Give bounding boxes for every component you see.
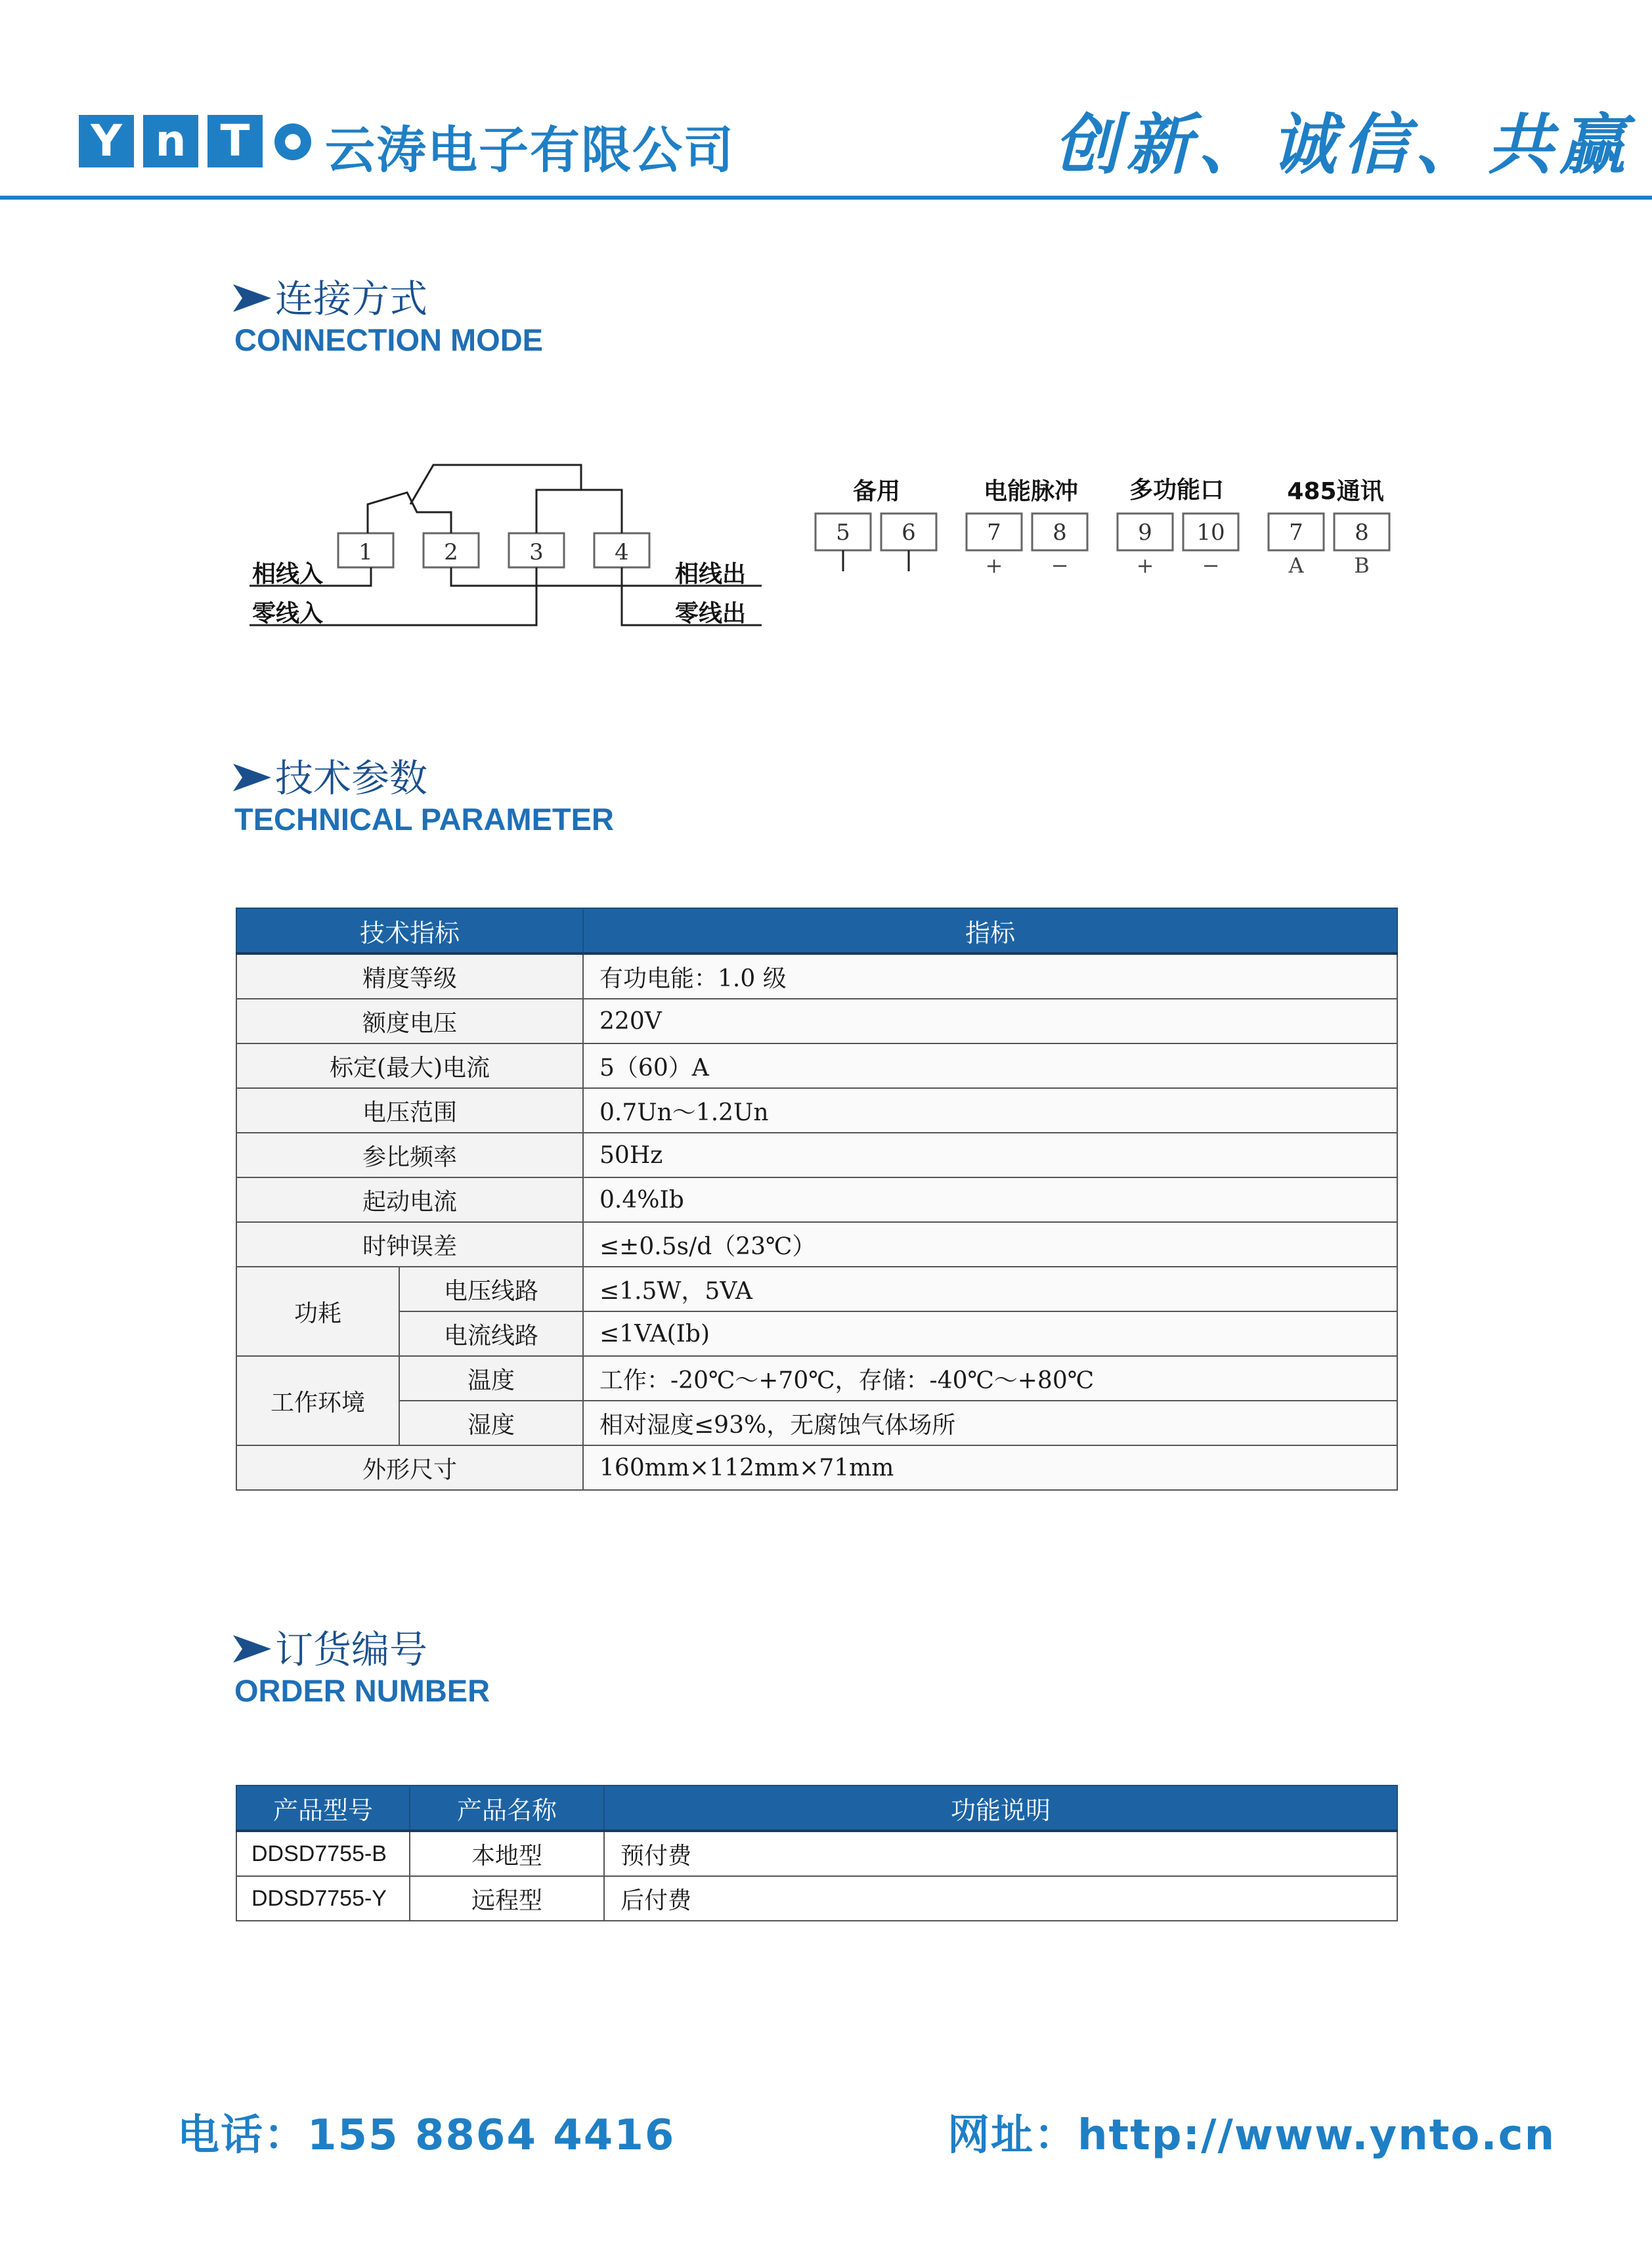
param-value: 5（60）A [583, 1043, 1397, 1088]
param-value: 220V [583, 999, 1397, 1043]
aux-mark-multi-plus: + [1136, 553, 1154, 578]
order-product-name: 远程型 [410, 1876, 604, 1921]
param-value: ≤1VA(Ib) [583, 1311, 1397, 1356]
logo-o-icon [274, 123, 311, 160]
table-row [236, 999, 1397, 1043]
order-title-en: ORDER NUMBER [234, 1673, 490, 1708]
param-value: 相对湿度≤93%，无腐蚀气体场所 [583, 1401, 1397, 1445]
order-model: DDSD7755-Y [236, 1876, 410, 1921]
neutral-in-label: 零线入 [252, 600, 324, 627]
table-row [236, 1445, 1397, 1490]
param-name: 外形尺寸 [236, 1445, 583, 1490]
table-row [236, 1088, 1397, 1133]
table-row [236, 1133, 1397, 1177]
aux-label-multifunction: 多功能口 [1129, 477, 1225, 504]
footer-phone: 电话：155 8864 4416 [177, 2111, 676, 2160]
table-row [236, 1401, 1397, 1445]
arrow-icon [233, 761, 271, 794]
table-row [236, 1177, 1397, 1222]
order-header-name: 产品名称 [410, 1786, 604, 1831]
aux-mark-b: B [1354, 553, 1370, 578]
table-row [236, 1876, 1397, 1921]
param-value: 50Hz [583, 1133, 1397, 1177]
table-row [236, 1043, 1397, 1088]
order-model: DDSD7755-B [236, 1831, 410, 1876]
param-name: 时钟误差 [236, 1222, 583, 1267]
param-subname: 电压线路 [399, 1267, 583, 1311]
table-row [236, 1311, 1397, 1356]
param-value: 0.4%Ib [583, 1177, 1397, 1222]
neutral-out-label: 零线出 [675, 600, 747, 627]
order-function: 后付费 [604, 1876, 1397, 1921]
aux-terminal-6: 6 [902, 519, 916, 546]
param-group-name: 功耗 [236, 1267, 399, 1356]
terminal-1: 1 [359, 539, 373, 565]
param-name: 电压范围 [236, 1088, 583, 1133]
order-title-cn [233, 1619, 427, 1674]
technical-title-cn-text: 技术参数 [275, 756, 428, 800]
table-row [236, 1356, 1397, 1401]
param-name: 参比频率 [236, 1133, 583, 1177]
slogan: 创新、诚信、共赢 [1054, 106, 1632, 183]
param-subname: 电流线路 [399, 1311, 583, 1356]
order-header-model: 产品型号 [236, 1786, 410, 1831]
aux-terminal-pulse-plus: 7 [987, 519, 1001, 546]
table-row [236, 953, 1397, 999]
logo-letter-y: Y [79, 115, 134, 167]
terminal-3: 3 [529, 539, 544, 565]
arrow-icon [233, 1632, 271, 1665]
param-group-name: 工作环境 [236, 1356, 399, 1445]
param-name: 精度等级 [236, 953, 583, 999]
arrow-icon [233, 282, 271, 315]
aux-terminal-pulse-minus: 8 [1053, 519, 1067, 546]
footer-website[interactable]: 网址：http://www.ynto.cn [947, 2111, 1556, 2160]
wiring-diagram [243, 453, 768, 644]
param-value: 0.7Un～1.2Un [583, 1088, 1397, 1133]
aux-label-rs485: 485通讯 [1287, 478, 1384, 505]
aux-mark-multi-minus: − [1202, 553, 1220, 578]
param-value: 160mm×112mm×71mm [583, 1445, 1397, 1490]
logo-letter-n: n [143, 115, 198, 167]
param-name: 额度电压 [236, 999, 583, 1043]
aux-terminal-b: 8 [1355, 519, 1369, 546]
param-header-spec: 技术指标 [236, 908, 583, 953]
param-value: 工作：-20℃～+70℃，存储：-40℃～+80℃ [583, 1356, 1397, 1401]
company-name: 云涛电子有限公司 [325, 121, 735, 179]
param-value: 有功电能：1.0 级 [583, 953, 1397, 999]
connection-title-cn-text: 连接方式 [275, 276, 428, 321]
param-value: ≤1.5W，5VA [583, 1267, 1397, 1311]
technical-title-en: TECHNICAL PARAMETER [234, 802, 614, 837]
parameter-table [236, 908, 1398, 1491]
connection-title-cn [233, 268, 427, 323]
terminal-4: 4 [615, 539, 629, 565]
aux-label-spare: 备用 [852, 478, 901, 505]
header-divider [0, 196, 1652, 200]
order-product-name: 本地型 [410, 1831, 604, 1876]
param-name: 标定(最大)电流 [236, 1043, 583, 1088]
param-header-value: 指标 [583, 908, 1397, 953]
table-row [236, 1831, 1397, 1876]
aux-mark-a: A [1288, 553, 1304, 578]
param-subname: 湿度 [399, 1401, 583, 1445]
aux-terminal-a: 7 [1289, 519, 1303, 546]
logo-letter-t: T [207, 115, 263, 167]
connection-title-en: CONNECTION MODE [234, 322, 543, 357]
order-table [236, 1785, 1398, 1921]
aux-label-pulse: 电能脉冲 [983, 478, 1079, 505]
terminal-2: 2 [444, 539, 458, 565]
aux-mark-pulse-minus: − [1051, 553, 1069, 578]
table-row [236, 1267, 1397, 1311]
page-header [0, 0, 1652, 204]
aux-mark-pulse-plus: + [985, 553, 1003, 578]
table-row [236, 1222, 1397, 1267]
order-function: 预付费 [604, 1831, 1397, 1876]
order-header-function: 功能说明 [604, 1786, 1397, 1831]
aux-terminal-9: 9 [1138, 519, 1152, 546]
param-subname: 温度 [399, 1356, 583, 1401]
technical-title-cn [233, 747, 427, 802]
param-value: ≤±0.5s/d（23℃） [583, 1222, 1397, 1267]
order-title-cn-text: 订货编号 [275, 1627, 428, 1672]
aux-terminal-10: 10 [1196, 519, 1225, 546]
aux-terminal-5: 5 [836, 519, 850, 546]
param-name: 起动电流 [236, 1177, 583, 1222]
aux-terminals [808, 473, 1412, 604]
phase-out-label: 相线出 [675, 561, 747, 588]
phase-in-label: 相线入 [252, 561, 324, 588]
